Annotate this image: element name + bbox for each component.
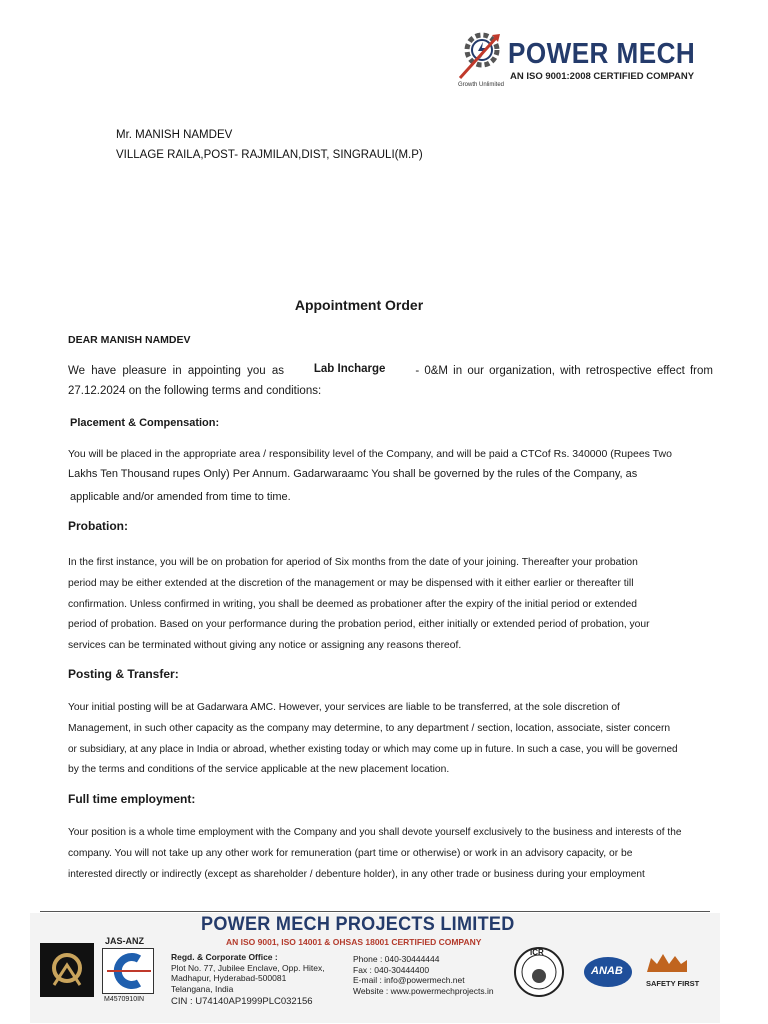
cin-number: CIN : U74140AP1999PLC032156 — [171, 996, 313, 1007]
designation: Lab Incharge — [313, 363, 386, 375]
office-address-block — [171, 952, 325, 1008]
fulltime-heading: Full time employment: — [68, 792, 196, 806]
placement-line-2: Lakhs Ten Thousand rupes Only) Per Annum. Gadarwaraamc You shall be governed by the rules of the Company, as — [68, 468, 638, 480]
probation-line: confirmation. Unless confirmed in writing, you shall be deemed as probationer after the expiry of the initial period or extended — [68, 598, 637, 610]
probation-line: period may be either extended at the discretion of the management or may be dispensed with it either earlier or thereafter till — [68, 577, 634, 589]
recipient-name: Mr. MANISH NAMDEV — [116, 129, 233, 141]
probation-line: period of probation. Based on your performance during the probation period, either initially or extended period of probation, your — [68, 619, 650, 631]
contact-website[interactable]: Website : www.powermechprojects.in — [353, 985, 494, 996]
contact-fax: Fax : 040-30444400 — [353, 964, 430, 975]
fulltime-paragraph — [68, 823, 733, 885]
jas-anz-logo-icon — [102, 948, 154, 994]
posting-paragraph — [68, 698, 733, 781]
posting-line: Your initial posting will be at Gadarwara AMC. However, your services are liable to be transferred, at the sole discretion of — [68, 702, 620, 713]
footer-company-name: POWER MECH PROJECTS LIMITED — [201, 914, 515, 935]
contact-block — [353, 954, 494, 996]
posting-line: or subsidiary, at any place in India or abroad, whether existing today or which may come up in future. In such a case, you will be governed — [68, 743, 678, 755]
award-badge-icon — [40, 943, 94, 997]
office-address-line: Plot No. 77, Jubilee Enclave, Opp. Hitex, — [171, 962, 325, 973]
placement-line-1: You will be placed in the appropriate area / responsibility level of the Company, and will be paid a CTCof Rs. 340000 (Rupees Two — [68, 448, 672, 460]
probation-line: In the first instance, you will be on probation for aperiod of Six months from the date of your joining. Thereafter your probation — [68, 557, 638, 568]
posting-line: Management, in such other capacity as the company may determine, to any department / section, location, associate, sister concern — [68, 722, 671, 734]
logo-certification: AN ISO 9001:2008 CERTIFIED COMPANY — [510, 71, 695, 82]
safety-first-label: SAFETY FIRST — [646, 979, 700, 988]
probation-paragraph — [68, 553, 733, 657]
fulltime-line: interested directly or indirectly (except as shareholder / debenture holder), in any other trade or business during your employment — [68, 868, 645, 880]
fulltime-line: Your position is a whole time employment with the Company and you shall devote yourself exclusively to the business and interests of the — [68, 827, 682, 838]
company-logo — [456, 30, 504, 82]
probation-heading: Probation: — [68, 519, 128, 533]
gear-logo-icon — [456, 30, 504, 82]
document-title: Appointment Order — [294, 297, 424, 313]
jas-anz-label: JAS-ANZ — [105, 936, 145, 946]
jas-anz-id: M4570910IN — [104, 996, 145, 1003]
contact-email[interactable]: E-mail : info@powermech.net — [353, 975, 465, 985]
recipient-address: VILLAGE RAILA,POST- RAJMILAN,DIST, SINGRAULI(M.P) — [116, 149, 423, 161]
logo-company-name: POWER MECH — [508, 38, 696, 70]
placement-heading: Placement & Compensation: — [70, 417, 220, 429]
posting-heading: Posting & Transfer: — [68, 667, 179, 681]
office-address-line: Madhapur, Hyderabad-500081 — [171, 973, 287, 983]
intro-line-1 — [68, 365, 713, 377]
office-heading: Regd. & Corporate Office : — [171, 952, 278, 962]
icr-seal-icon — [513, 946, 565, 998]
contact-phone: Phone : 040-30444444 — [353, 954, 440, 964]
logo-tagline: Growth Unlimited — [458, 82, 505, 88]
posting-line: by the terms and conditions of the service applicable at the new placement location. — [68, 764, 450, 776]
safety-first-icon — [645, 950, 689, 974]
intro-line-2: 27.12.2024 on the following terms and conditions: — [68, 385, 322, 397]
placement-line-3: applicable and/or amended from time to time. — [70, 491, 291, 503]
footer-divider — [40, 911, 710, 912]
anab-logo-icon — [583, 956, 633, 988]
anab-label: ANAB — [591, 965, 623, 977]
fulltime-line: company. You will not take up any other work for remuneration (part time or otherwise) or work in an advisory capacity, or be — [68, 847, 633, 859]
footer-iso-line: AN ISO 9001, ISO 14001 & OHSAS 18001 CERTIFIED COMPANY — [226, 937, 482, 947]
office-address-line: Telangana, India — [171, 983, 234, 994]
icr-label: ICR — [530, 948, 544, 957]
probation-line: services can be terminated without giving any notice or assigning any reasons thereof. — [68, 640, 462, 652]
intro-text-a: We have pleasure in appointing you as — [68, 365, 284, 377]
intro-text-b: - 0&M in our organization, with retrospective effect from — [415, 365, 713, 377]
salutation: DEAR MANISH NAMDEV — [68, 334, 191, 346]
